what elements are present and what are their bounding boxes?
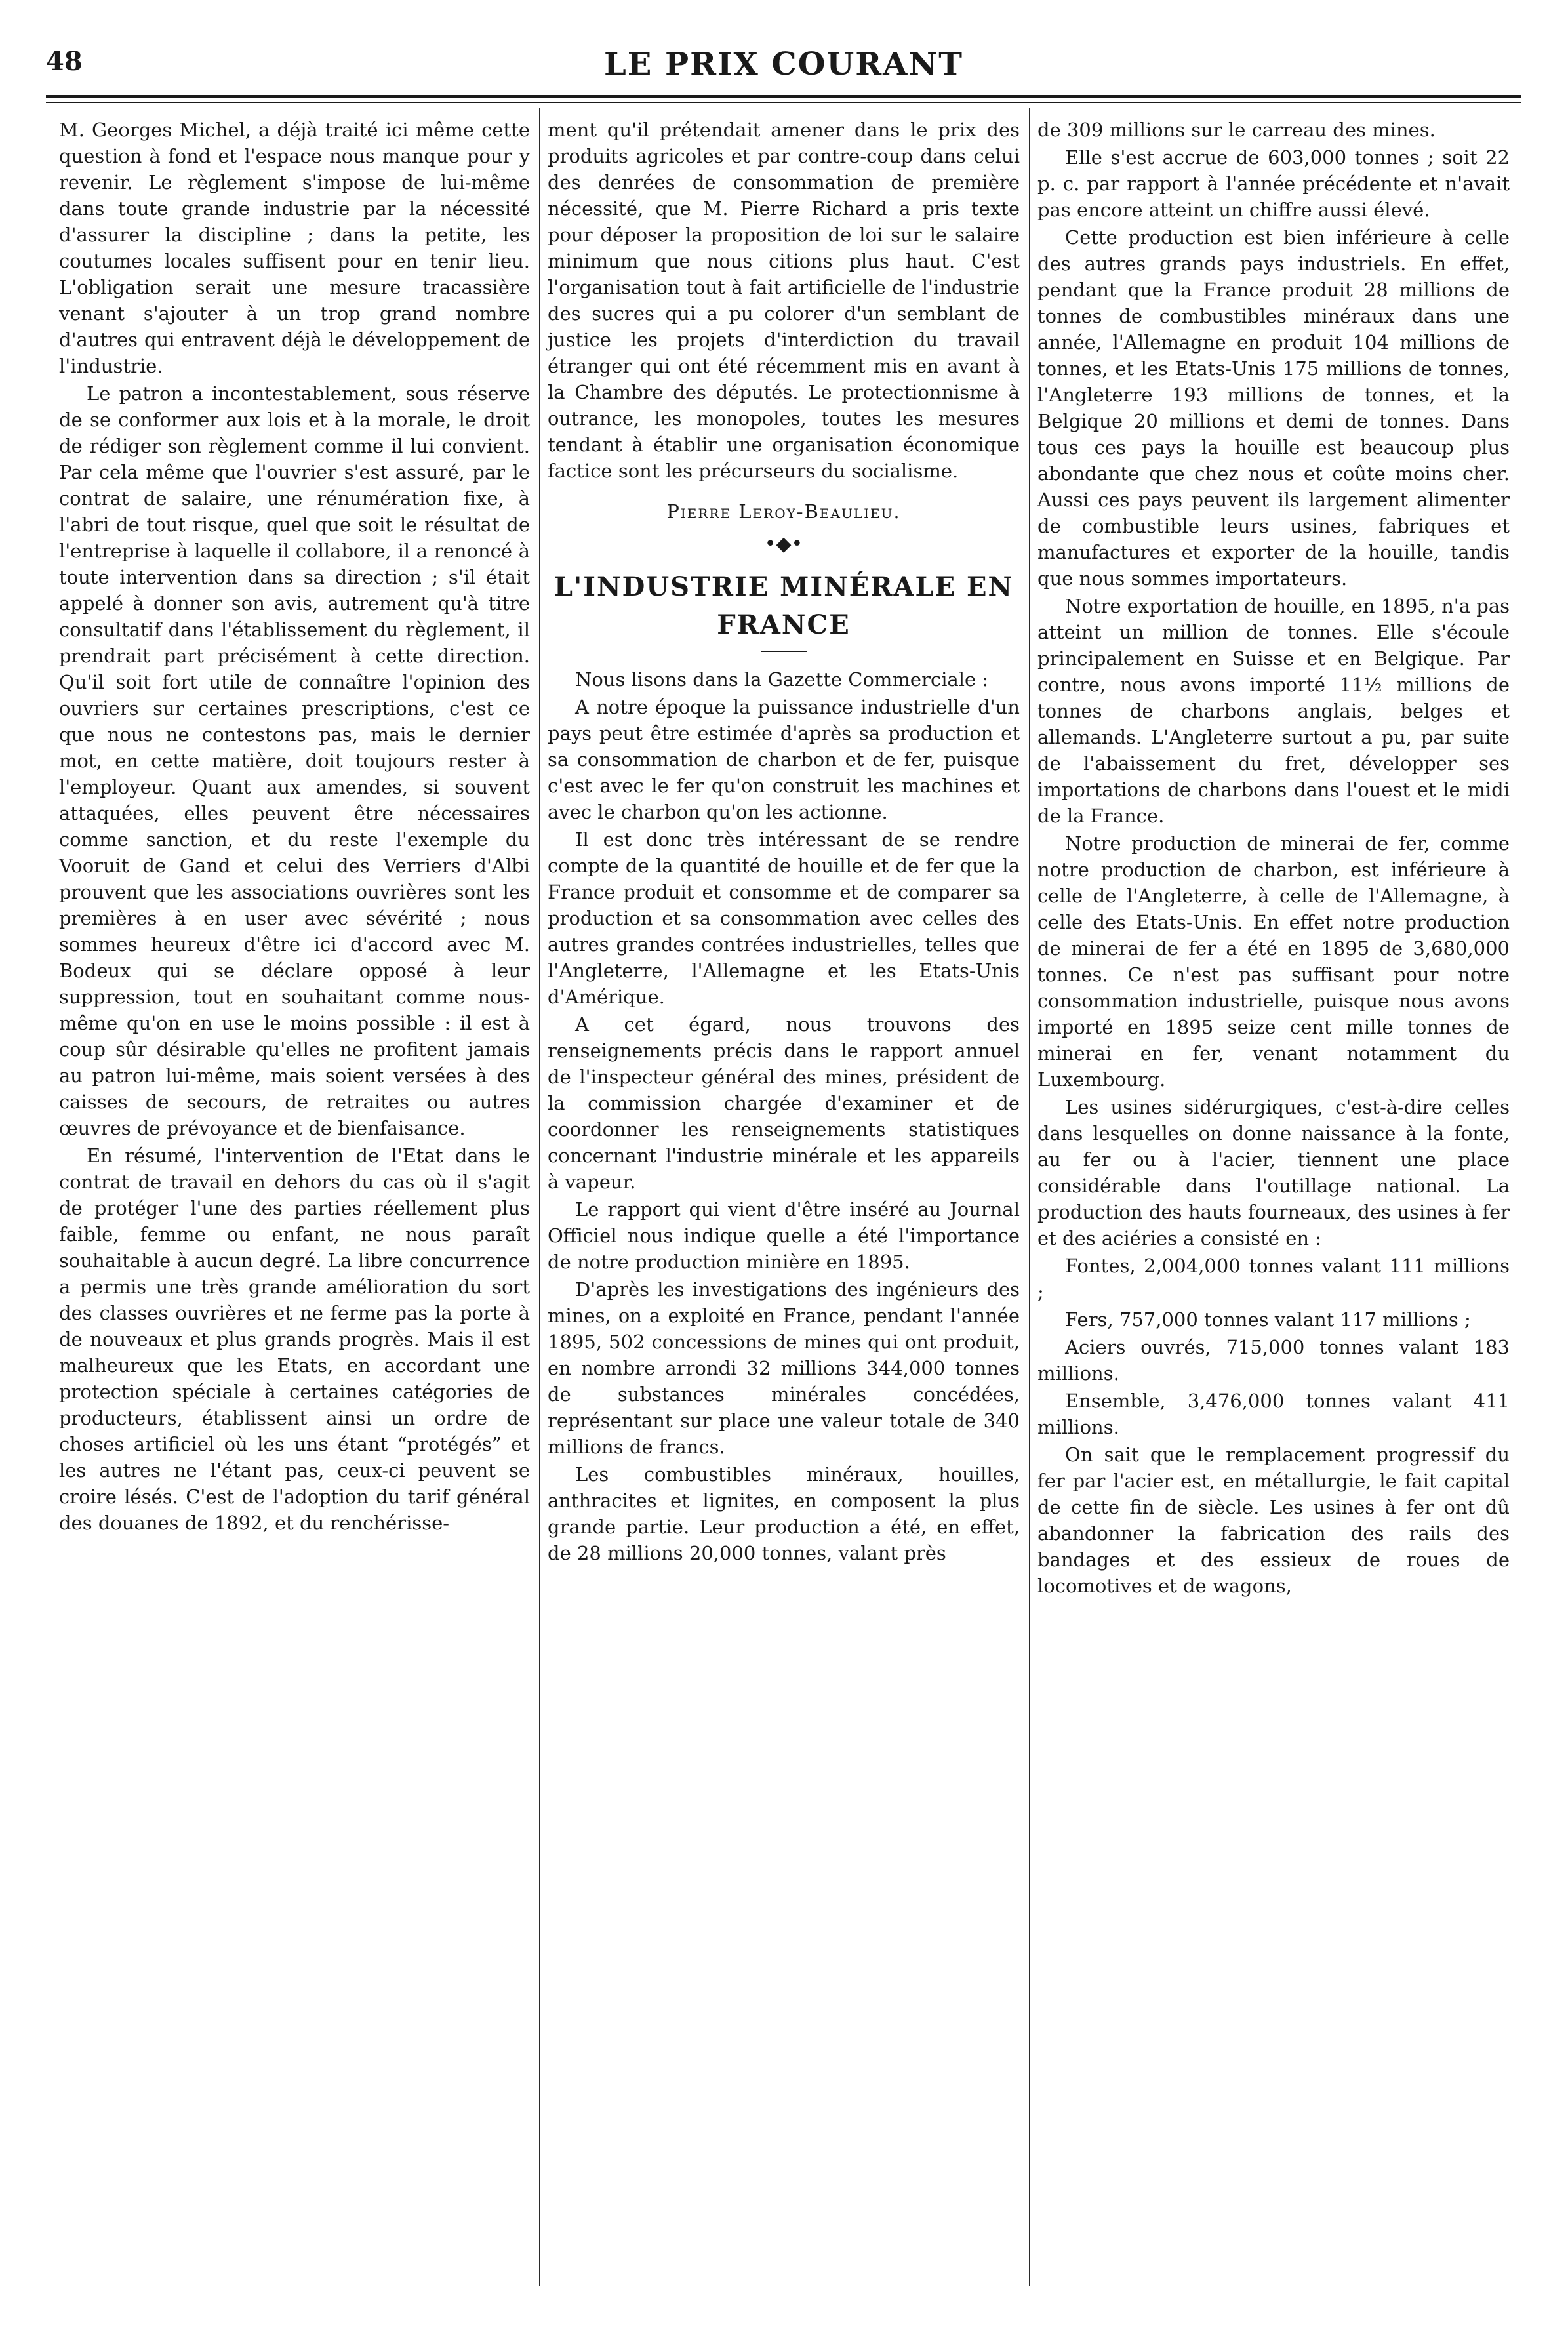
paragraph: D'après les investigations des ingénieurs des mines, on a exploité en France, pendant l'année 1895, 502 concessions de mines qui ont produit, en nombre arrondi 32 millions 344,000 tonnes de substances minérales concédées, représentant sur place une valeur totale de 340 millions de francs.: [548, 1278, 1020, 1458]
production-list-item: Aciers ouvrés, 715,000 tonnes valant 183 millions.: [1037, 1336, 1510, 1385]
title-rule: [761, 651, 807, 652]
paragraph: On sait que le remplacement progressif du fer par l'acier est, en métallurgie, le fait capital de cette fin de siècle. Les usines à fer ont dû abandonner la fabrication des rails des bandages et des essieux de roues de locomotives et de wagons,: [1037, 1444, 1510, 1597]
author-signature: Pierre Leroy-Beaulieu.: [666, 500, 901, 523]
page-number: 48: [46, 46, 83, 77]
paragraph: M. Georges Michel, a déjà traité ici même cette question à fond et l'espace nous manque pour y revenir. Le règlement s'impose de lui-même dans toute grande industrie par la nécessité d'assurer la discipline ; dans la petite, les coutumes locales suffisent pour en tenir lieu. L'obligation serait une mesure tracassière venant s'ajouter à un trop grand nombre d'autres qui entravent déjà le développement de l'industrie.: [59, 119, 530, 377]
column-middle: [548, 117, 1020, 1568]
header-rule-secondary: [46, 102, 1521, 103]
column-right: [1037, 117, 1510, 1600]
paragraph: En résumé, l'intervention de l'Etat dans le contrat de travail en dehors du cas où il s'agit de protéger l'une des parties réellement plus faible, femme ou enfant, ne nous paraît souhaitable à aucun degré. La libre concurrence a permis une très grande amélioration du sort des classes ouvrières et ne ferme pas la porte à de nouveaux et plus grands progrès. Mais il est malheureux que les Etats, en accordant une protection spéciale à certaines catégories de producteurs, établissent ainsi un ordre de choses artificiel où les uns étant “protégés” et les autres ne l'étant pas, ceux-ci peuvent se croire lésés. C'est de l'adoption du tarif général des douanes de 1892, et du renchérisse-: [59, 1144, 530, 1534]
paragraph: Notre exportation de houille, en 1895, n'a pas atteint un million de tonnes. Elle s'écoule principalement en Suisse et en Belgique. Par contre, nous avons importé 11½ millions de tonnes de charbons anglais, belges et allemands. L'Angleterre surtout a pu, par suite de l'abaissement du fret, développer ses importations de charbons dans l'ouest et le midi de la France.: [1037, 595, 1510, 827]
paragraph: Le rapport qui vient d'être inséré au Journal Officiel nous indique quelle a été l'importance de notre production minière en 1895.: [548, 1198, 1020, 1273]
header-rule: [46, 95, 1521, 98]
paragraph: Cette production est bien inférieure à celle des autres grands pays industriels. En effet, pendant que la France produit 28 millions de tonnes de combustibles minéraux dans une année, l'Allemagne en produit 104 millions de tonnes, et les Etats-Unis 175 millions de tonnes, l'Angleterre 193 millions de tonnes, et la Belgique 20 millions et demi de tonnes. Dans tous ces pays la houille est beaucoup plus abondante que chez nous et coûte moins cher. Aussi ces pays peuvent ils largement alimenter de combustible leurs usines, fabriques et manufactures et exporter de la houille, tandis que nous sommes importateurs.: [1037, 226, 1510, 590]
paragraph: A cet égard, nous trouvons des renseignements précis dans le rapport annuel de l'inspecteur général des mines, président de la commission chargée d'examiner et de coordonner les renseignements statistiques concernant l'industrie minérale et les appareils à vapeur.: [548, 1013, 1020, 1193]
production-list-item: Ensemble, 3,476,000 tonnes valant 411 millions.: [1037, 1390, 1510, 1438]
paragraph: Le patron a incontestablement, sous réserve de se conformer aux lois et à la morale, le droit de rédiger son règlement comme il lui convient. Par cela même que l'ouvrier s'est assuré, par le contrat de salaire, une rénumération fixe, à l'abri de tout risque, quel que soit le résultat de l'entreprise à laquelle il collabore, il a renoncé à toute intervention dans sa direction ; s'il était appelé à donner son avis, autrement qu'à titre consultatif dans l'établissement du règlement, il prendrait part précisément à cette direction. Qu'il soit fort utile de connaître l'opinion des ouvriers sur certaines prescriptions, c'est ce que nous ne contestons pas, mais le dernier mot, en cette matière, doit toujours rester à l'employeur. Quant aux amendes, si souvent attaquées, elles peuvent être nécessaires comme sanction, et du reste l'exemple du Vooruit de Gand et celui des Verriers d'Albi prouvent que les associations ouvrières sont les premières à en user avec sévérité ; nous sommes heureux d'être ici d'accord avec M. Bodeux qui se déclare opposé à leur suppression, tout en souhaitant comme nous-même qu'on en use le moins possible : il est à coup sûr désirable qu'elles ne profitent jamais au patron lui-même, mais soient versées à des caisses de secours, de retraites ou autres œuvres de prévoyance et de bienfaisance.: [59, 382, 530, 1139]
production-list-item: Fers, 757,000 tonnes valant 117 millions ;: [1065, 1308, 1471, 1331]
column-divider-left: [539, 108, 540, 2286]
ornament-divider: •◆•: [764, 533, 803, 556]
paragraph: Nous lisons dans la Gazette Commerciale :: [575, 668, 989, 691]
paragraph: ment qu'il prétendait amener dans le prix des produits agricoles et par contre-coup dans celui des denrées de consommation de première nécessité, que M. Pierre Richard a pris texte pour déposer la proposition de loi sur le salaire minimum que nous citions plus haut. C'est l'organisation tout à fait artificielle de l'industrie des sucres qui a pu colorer d'un semblant de justice les projets d'interdiction du travail étranger qui ont été récemment mis en avant à la Chambre des députés. Le protectionnisme à outrance, les monopoles, toutes les mesures tendant à établir une organisation économique factice sont les précurseurs du socialisme.: [548, 119, 1020, 482]
production-list-item: Fontes, 2,004,000 tonnes valant 111 millions ;: [1037, 1255, 1510, 1303]
paragraph: Les combustibles minéraux, houilles, anthracites et lignites, en composent la plus grande partie. Leur production a été, en effet, de 28 millions 20,000 tonnes, valant près: [548, 1463, 1020, 1564]
column-left: [59, 117, 530, 1537]
paragraph: Notre production de minerai de fer, comme notre production de charbon, est inférieure à celle de l'Angleterre, à celle de l'Allemagne, à celle des Etats-Unis. En effet notre production de minerai de fer a été en 1895 de 3,680,000 tonnes. Ce n'est pas suffisant pour notre consommation industrielle, puisque nous avons importé en 1895 seize cent mille tonnes de minerai en fer, venant notamment du Luxembourg.: [1037, 832, 1510, 1091]
paragraph: Les usines sidérurgiques, c'est-à-dire celles dans lesquelles on donne naissance à la fonte, au fer ou à l'acier, tiennent une place considérable dans l'outillage national. La production des hauts fourneaux, des usines à fer et des aciéries a consisté en :: [1037, 1096, 1510, 1249]
paragraph: Elle s'est accrue de 603,000 tonnes ; soit 22 p. c. par rapport à l'année précédente et n'avait pas encore atteint un chiffre aussi élevé.: [1037, 146, 1510, 221]
running-title: LE PRIX COURANT: [603, 46, 964, 83]
column-divider-right: [1029, 108, 1030, 2286]
paragraph: Il est donc très intéressant de se rendre compte de la quantité de houille et de fer que la France produit et consomme et de comparer sa production et sa consommation avec celles des autres grandes contrées industrielles, telles que l'Angleterre, l'Allemagne et les Etats-Unis d'Amérique.: [548, 828, 1020, 1008]
article-title: L'INDUSTRIE MINÉRALE EN FRANCE: [553, 571, 1014, 640]
page-header: [46, 46, 1521, 92]
paragraph: A notre époque la puissance industrielle d'un pays peut être estimée d'après sa production et sa consommation de charbon et de fer, puisque c'est avec le fer qu'on construit les machines et avec le charbon qu'on les actionne.: [548, 696, 1020, 823]
paragraph: de 309 millions sur le carreau des mines.: [1037, 119, 1436, 141]
